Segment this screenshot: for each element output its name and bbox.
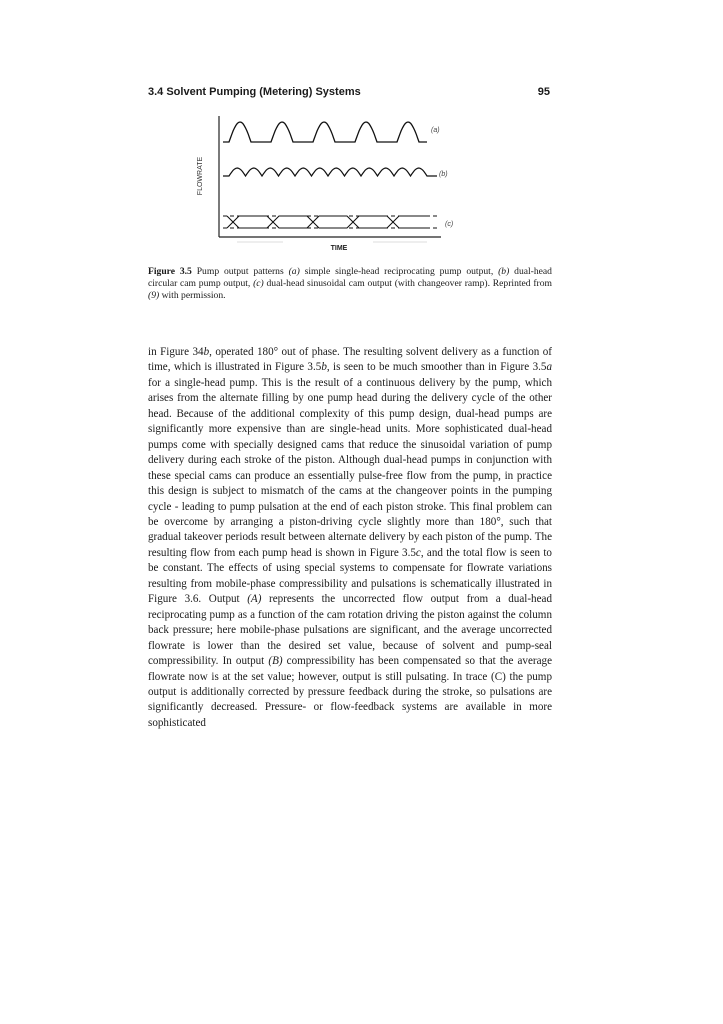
trace-b-label: (b)	[439, 171, 448, 178]
trace-a-line	[223, 122, 427, 142]
section-title: 3.4 Solvent Pumping (Metering) Systems	[148, 86, 361, 98]
trace-a-label: (a)	[431, 127, 440, 134]
figure-3-5	[195, 112, 465, 254]
pump-output-diagram	[195, 112, 465, 254]
body-paragraph: in Figure 34b, operated 180° out of phase. The resulting solvent delivery as a function of time, which is illustrated in Figure 3.5b, is seen to be much smoother than in Figure 3.5a for a single-head pump. This is the result of a continuous delivery by the pump, which arises from the alternate filling by one pump head during the delivery cycle of the other head. Because of the additional complexity of this pump design, dual-head pumps are significantly more expensive than are single-head units. More sophisticated dual-head pumps come with specially designed cams that reduce the sinusoidal variation of pump delivery during each stroke of the piston. Although dual-head pumps in conjunction with these special cams can produce an essentially pulse-free flow from the pump, in practice this design is subject to mismatch of the cams at the changeover points in the pumping cycle - leading to pump pulsation at the end of each piston stroke. This final problem can be overcome by arranging a piston-driving cycle slightly more than 180°, such that gradual takeover periods result between alternate delivery by each piston of the pump. The resulting flow from each pump head is shown in Figure 3.5c, and the total flow is seen to be constant. The effects of using special systems to compensate for flowrate variations resulting from mobile-phase compressibility and pulsations is schematically illustrated in Figure 3.6. Output (A) represents the uncorrected flow output from a dual-head reciprocating pump as a function of the cam rotation driving the piston against the column back pressure; here mobile-phase pulsations are significant, and the average uncorrected flowrate is lower than the desired set value, because of solvent and pump-seal compressibility. In output (B) compressibility has been compensated so that the average flowrate now is at the set value; however, output is still pulsating. In trace (C) the pump output is additionally corrected by pressure feedback during the stroke, so pulsations are significantly decreased. Pressure- or flow-feedback systems are available in more sophisticated	[148, 346, 553, 729]
y-axis-label: FLOWRATE	[197, 156, 204, 196]
trace-c-label: (c)	[445, 221, 454, 228]
trace-b-line	[223, 168, 437, 176]
page-number: 95	[537, 86, 550, 98]
x-axis-label: TIME	[330, 245, 348, 252]
figure-label: Figure 3.5	[148, 266, 192, 277]
running-header	[148, 86, 550, 102]
figure-caption: Figure 3.5 Pump output patterns (a) simple single-head reciprocating pump output, (b) dual-head circular cam pump output, (c) dual-head sinusoidal cam output (with changeover ramp). Reprinted from (9) with permission.	[148, 266, 552, 302]
